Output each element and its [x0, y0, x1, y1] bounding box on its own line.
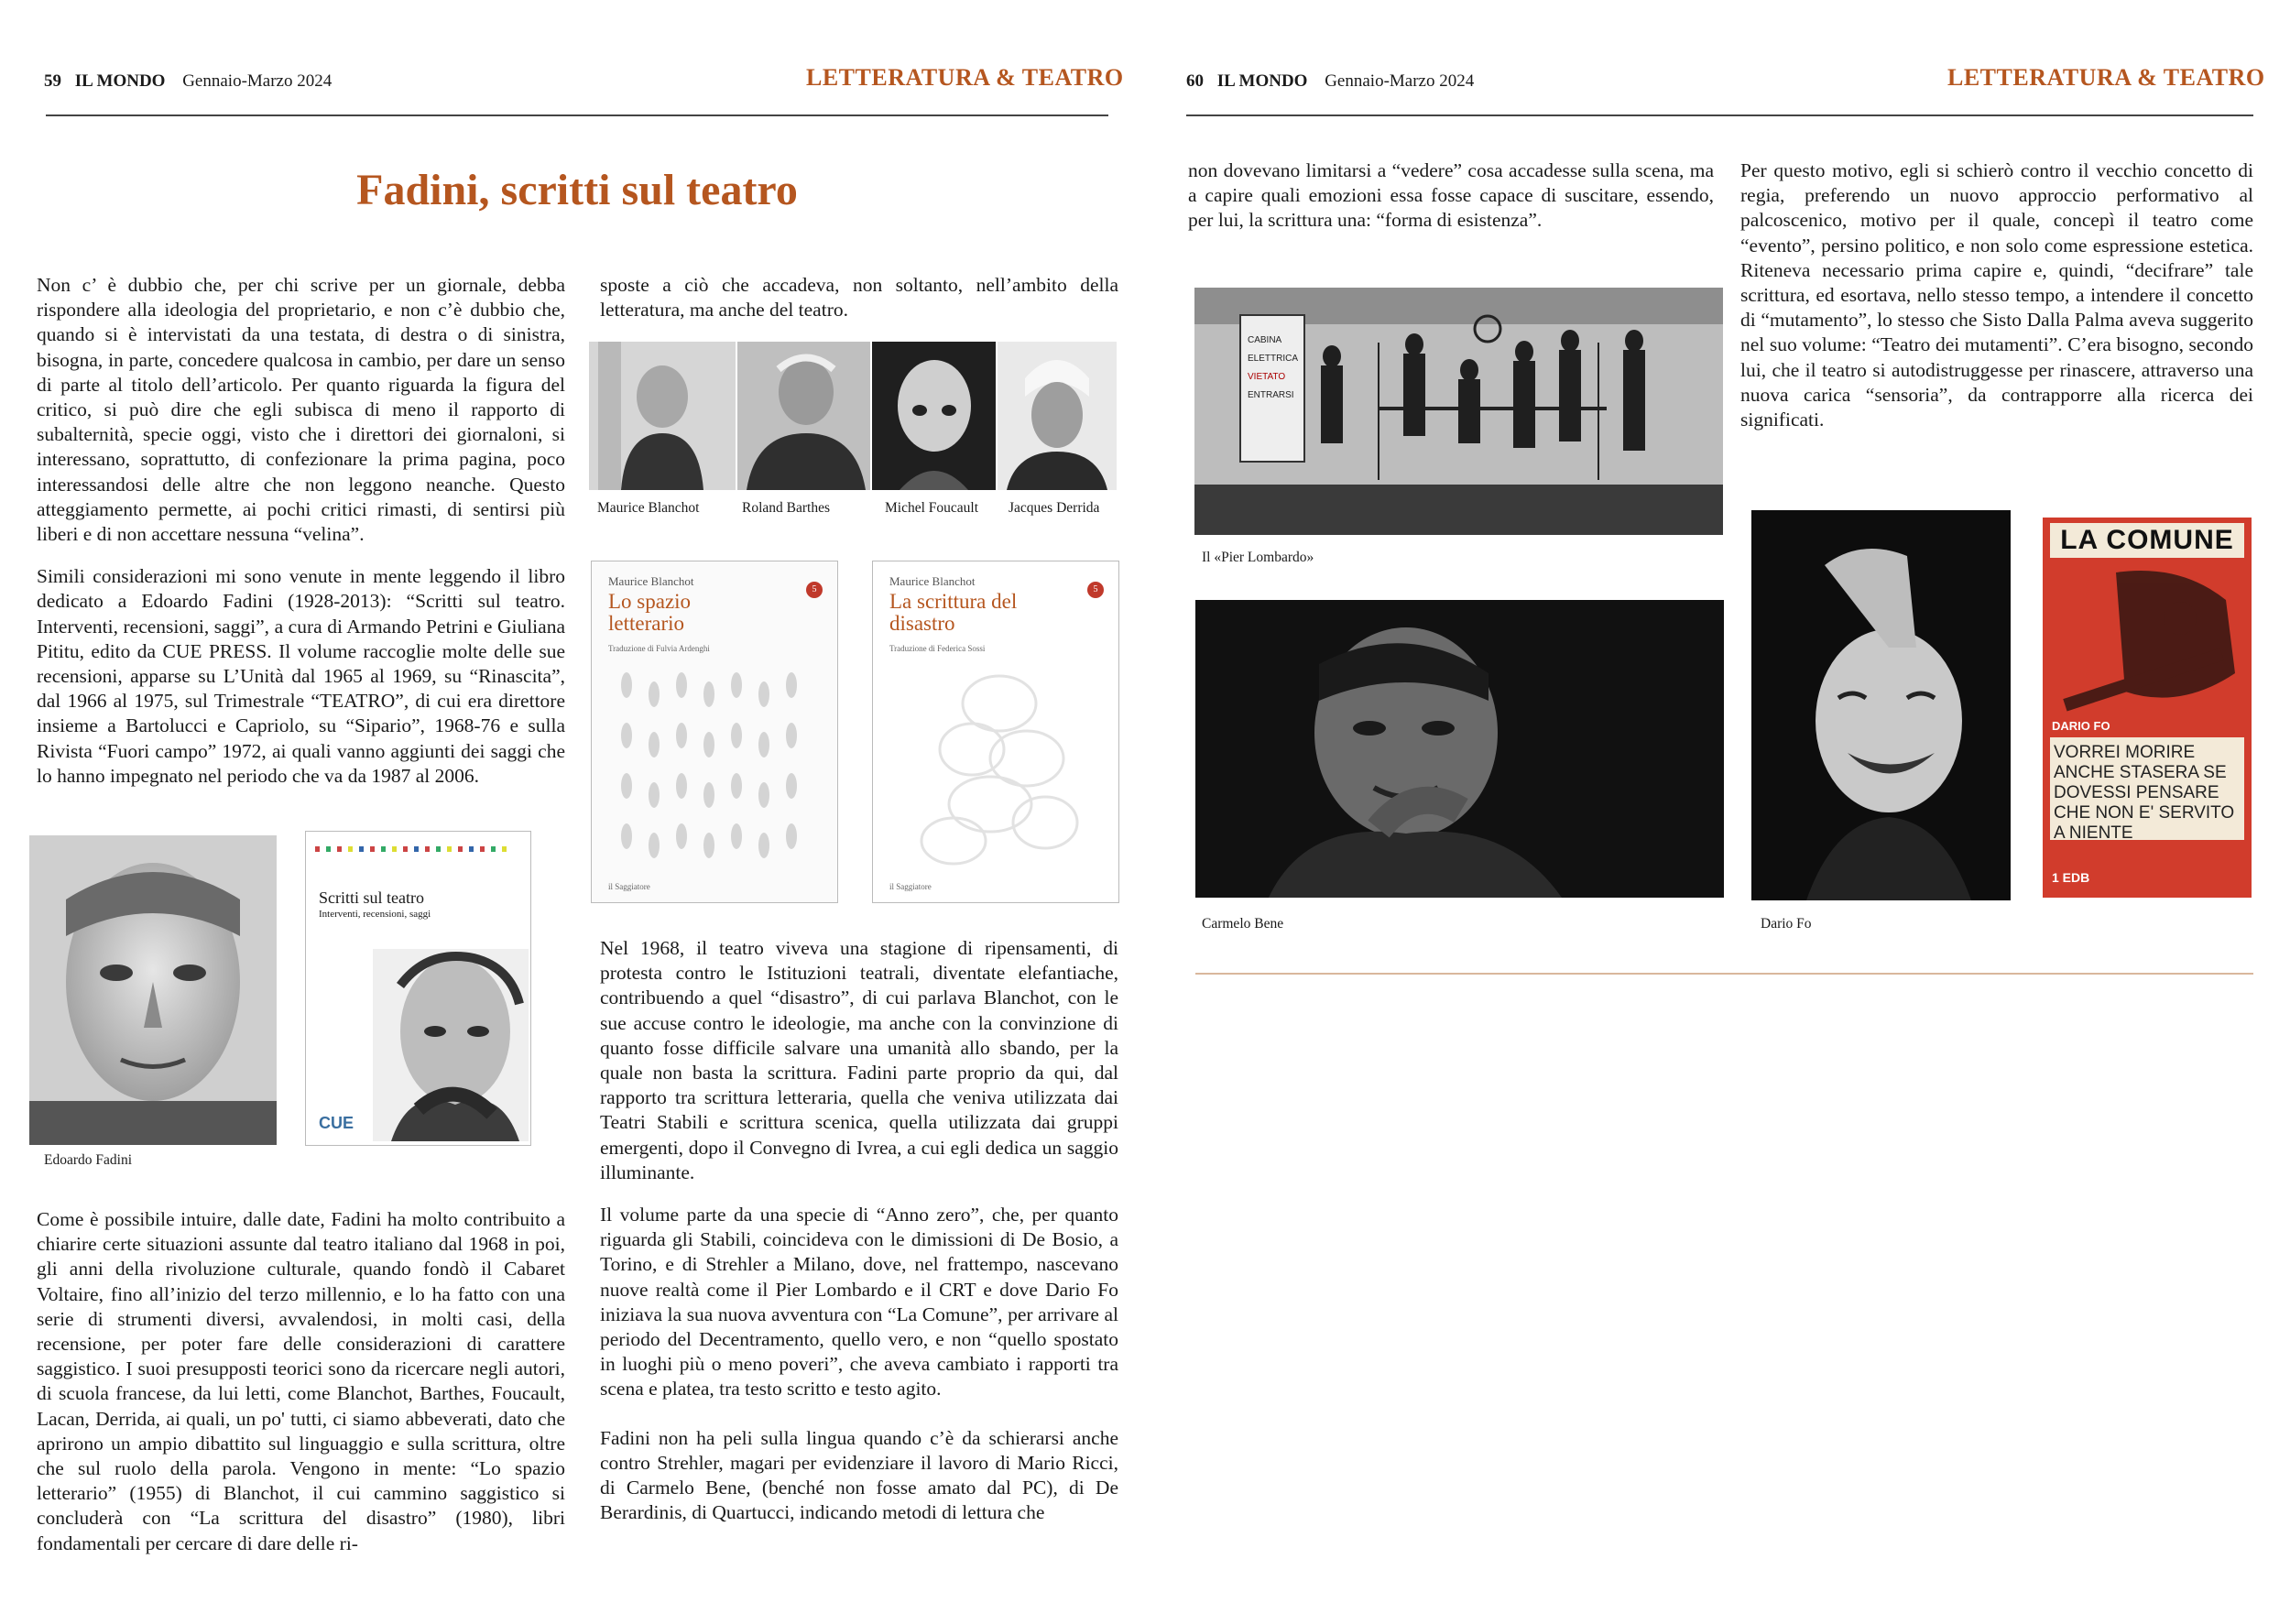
fadini-portrait-photo: [29, 835, 277, 1145]
cover-translator: Traduzione di Federica Sossi: [889, 644, 986, 653]
cover-title: Lo spazio letterario: [608, 590, 692, 635]
caption-blanchot: Maurice Blanchot: [597, 500, 700, 516]
left-col2-top: [600, 273, 1118, 340]
cover-author: Maurice Blanchot: [608, 574, 694, 588]
poster-text: VORREI MORIRE ANCHE STASERA SE DOVESSI PENSARE CHE NON E' SERVITO A NIENTE: [2050, 737, 2244, 840]
paragraph: non dovevano limitarsi a “vedere” cosa accadesse sulla scena, ma a capire quali emozioni essa fosse capace di suscitare, essendo, per lui, la scrittura una: “forma di esistenza”.: [1188, 159, 1714, 232]
derrida-photo: [998, 342, 1117, 490]
end-rule: [1195, 973, 2253, 975]
cover-portrait-image: [373, 949, 529, 1141]
section-title: LETTERATURA & TEATRO: [806, 64, 1124, 91]
cover-title: Scritti sul teatro: [319, 888, 424, 907]
header-rule: [46, 114, 1108, 116]
barthes-photo: [737, 342, 870, 490]
blanchot-photo: [589, 342, 736, 490]
right-page-header: [1186, 71, 1474, 92]
caption-derrida: Jacques Derrida: [1009, 500, 1100, 516]
philosophers-photo-strip: [589, 342, 1118, 490]
paragraph: Come è possibile intuire, dalle date, Fadini ha molto contribuito a chiarire certe situazioni assunte dal teatro italiano dal 1968 in poi, gli anni della rivoluzione culturale, quando fondò il Cabaret Voltaire, fino all’inizio del terzo millennio, e lo ha fatto con una serie di strumenti diversi, avvalendosi, in molti casi, della recensione, per poter fare delle considerazioni di carattere saggistico. I suoi presupposti teorici sono da ricercare negli autori, di scuola francese, da lui letti, come Blanchot, Barthes, Foucault, Lacan, Derrida, ai quali, un po' tutti, ci siamo abbeverati, dato che aprirono un ampio dibattito sul linguaggio e sulla scrittura, oltre che sul ruolo della parola. Vengono in mente: “Lo spazio letterario” (1955) di Blanchot, il cui cammino saggistico si concluderà con “La scrittura del disastro” (1980), libri fondamentali per cercare di dare delle ri-: [37, 1208, 565, 1554]
cover-pattern: [608, 667, 819, 868]
paragraph: Simili considerazioni mi sono venute in mente leggendo il libro dedicato a Edoardo Fadini (1928-2013): “Scritti sul teatro. Interventi, recensioni, saggi”, a cura di Armando Petrini e Giuliana Pititu, edito da CUE PRESS. Il volume raccoglie molte delle sue recensioni, apparse su L’Unità dal 1965 al 1969, su “Rinascita”, dal 1966 al 1975, sul Trimestrale “TEATRO”, di cui era direttore insieme a Bartolucci e Capriolo, su “Sipario”, 1968-76 e sulla Rivista “Fuori campo” 1972, ai quali vanno aggiunti dei saggi che lo hanno impegnato nel periodo che va da 1987 al 2006.: [37, 565, 565, 787]
article-title: Fadini, scritti sul teatro: [356, 166, 798, 214]
cover-publisher: il Saggiatore: [889, 882, 932, 891]
photo-caption: Carmelo Bene: [1202, 916, 1284, 932]
paragraph: Il volume parte da una specie di “Anno zero”, che, per quanto riguarda gli Stabili, coincideva con le dimissioni di De Bosio, a Torino, e di Strehler a Milano, dove, nel frattempo, nascevano nuove realtà come il Pier Lombardo e il CRT e dove Dario Fo iniziava la sua nuova avventura con “La Comune”, per arrivare al periodo del Decentramento, quello vero, e non “quello spostato in luoghi più o meno poveri”, che aveva cambiato i rapporti tra scena e platea, tra testo scritto e testo agito.: [600, 1204, 1118, 1401]
issue-date: Gennaio-Marzo 2024: [1325, 71, 1475, 91]
left-col2-bottom: [600, 936, 1118, 1542]
svg-text:ELETTRICA: ELETTRICA: [1248, 354, 1299, 364]
cover-author: Maurice Blanchot: [889, 574, 976, 588]
paragraph: Nel 1968, il teatro viveva una stagione di ripensamenti, di protesta contro le Istituzioni teatrali, diventate elefantiache, contribuendo a quel “disastro”, di cui parlava Blanchot, con le sue accuse contro le ideologie, ma anche con la convinzione di quanto fosse difficile salvare una umanità allo sbando, per la quale non basta la scrittura. Fadini parte proprio da qui, dal rapporto tra scrittura letteraria, quella che veniva utilizzata dai Teatri Stabili e scrittura scenica, quella utilizzata dai gruppi emergenti, dopo il Convegno di Ivrea, a cui egli dedica un saggio illuminante.: [600, 937, 1118, 1183]
paragraph: Per questo motivo, egli si schierò contro il vecchio concetto di regia, preferendo un nuovo approccio performativo al palcoscenico, motivo per il quale, concepì il teatro come “evento”, persino politico, e non solo come espressione estetica. Riteneva necessario prima capire e, quindi, “decifrare” tale scrittura, ed esortava, nello stesso tempo, a intendere il concetto di “mutamento”, lo stesso che Sisto Dalla Palma aveva suggerito nel suo volume: “Teatro dei mutamenti”. C’era bisogno, secondo lui, che il teatro si autodistruggesse per rinascere, attraverso una nuova carica “sensoria”, da contrapporre alla ricerca dei significati.: [1740, 159, 2253, 431]
paragraph: Non c’ è dubbio che, per chi scrive per un giornale, debba rispondere alla ideologia del proprietario, e non c’è dubbio che, quando si è intervistati da una testata, di destra o di sinistra, bisogna, in parte, concedere qualcosa in cambio, per dare un senso di parte al titolo dell’articolo. Per quanto riguarda la figura del critico, si può dire che egli subisca di meno il rapporto di subalternità, specie oggi, visto che i direttori dei giornaloni, si interessano, soprattutto, di confezionare la prima pagina, poco interessandosi delle altre che non leggono neanche. Questo atteggiamento permette, ai pochi critici rimasti, di sentirsi più liberi e di non accettare nessuna “velina”.: [37, 274, 565, 546]
magazine-name: IL MONDO: [1216, 71, 1308, 91]
poster-footer: 1 EDB: [2052, 870, 2090, 885]
caption-barthes: Roland Barthes: [742, 500, 830, 516]
cover-title: La scrittura del disastro: [889, 590, 1018, 635]
poster-illustration: [2043, 563, 2252, 737]
dario-fo-photo: [1751, 510, 2011, 900]
caption-foucault: Michel Foucault: [885, 500, 979, 516]
publisher-badge: 5: [1087, 582, 1104, 598]
cover-pattern: [889, 667, 1100, 868]
page-number: 60: [1186, 71, 1204, 91]
pier-lombardo-photo: [1194, 288, 1723, 535]
left-col1-bottom: [37, 1207, 565, 1574]
poster-title: LA COMUNE: [2050, 523, 2244, 558]
photo-caption: Edoardo Fadini: [44, 1152, 132, 1168]
svg-text:CABINA: CABINA: [1248, 335, 1282, 345]
scritti-sul-teatro-cover: [305, 831, 531, 1146]
header-rule: [1186, 114, 2253, 116]
section-title: LETTERATURA & TEATRO: [1947, 64, 2265, 91]
page-number: 59: [44, 71, 61, 91]
issue-date: Gennaio-Marzo 2024: [182, 71, 333, 91]
cue-logo: CUE: [319, 1114, 354, 1132]
cover-subtitle: Interventi, recensioni, saggi: [319, 909, 431, 920]
la-scrittura-del-disastro-cover: [872, 561, 1119, 903]
photo-caption: Dario Fo: [1761, 916, 1812, 932]
foucault-photo: [872, 342, 996, 490]
left-page-header: [44, 71, 332, 92]
publisher-badge: 5: [806, 582, 823, 598]
magazine-name: IL MONDO: [74, 71, 166, 91]
right-col1-text: [1188, 158, 1714, 251]
carmelo-bene-photo: [1195, 600, 1724, 898]
paragraph: sposte a ciò che accadeva, non soltanto, nell’ambito della letteratura, ma anche del teatro.: [600, 274, 1118, 322]
la-comune-book-cover: [2043, 518, 2252, 898]
svg-text:ENTRARSI: ENTRARSI: [1248, 390, 1294, 400]
cover-translator: Traduzione di Fulvia Ardenghi: [608, 644, 710, 653]
lo-spazio-letterario-cover: [591, 561, 838, 903]
photo-caption: Il «Pier Lombardo»: [1202, 550, 1314, 565]
paragraph: Fadini non ha peli sulla lingua quando c’è da schierarsi anche contro Strehler, magari per evidenziare il lavoro di Mario Ricci, di Carmelo Bene, (benché non fosse amato dal PC), di De Berardinis, di Quartucci, indicando metodi di lettura che: [600, 1426, 1118, 1524]
left-col1-top: [37, 273, 565, 806]
svg-text:VIETATO: VIETATO: [1248, 372, 1286, 382]
poster-author: DARIO FO: [2052, 719, 2110, 733]
right-col2-text: [1740, 158, 2253, 450]
cover-publisher: il Saggiatore: [608, 882, 650, 891]
